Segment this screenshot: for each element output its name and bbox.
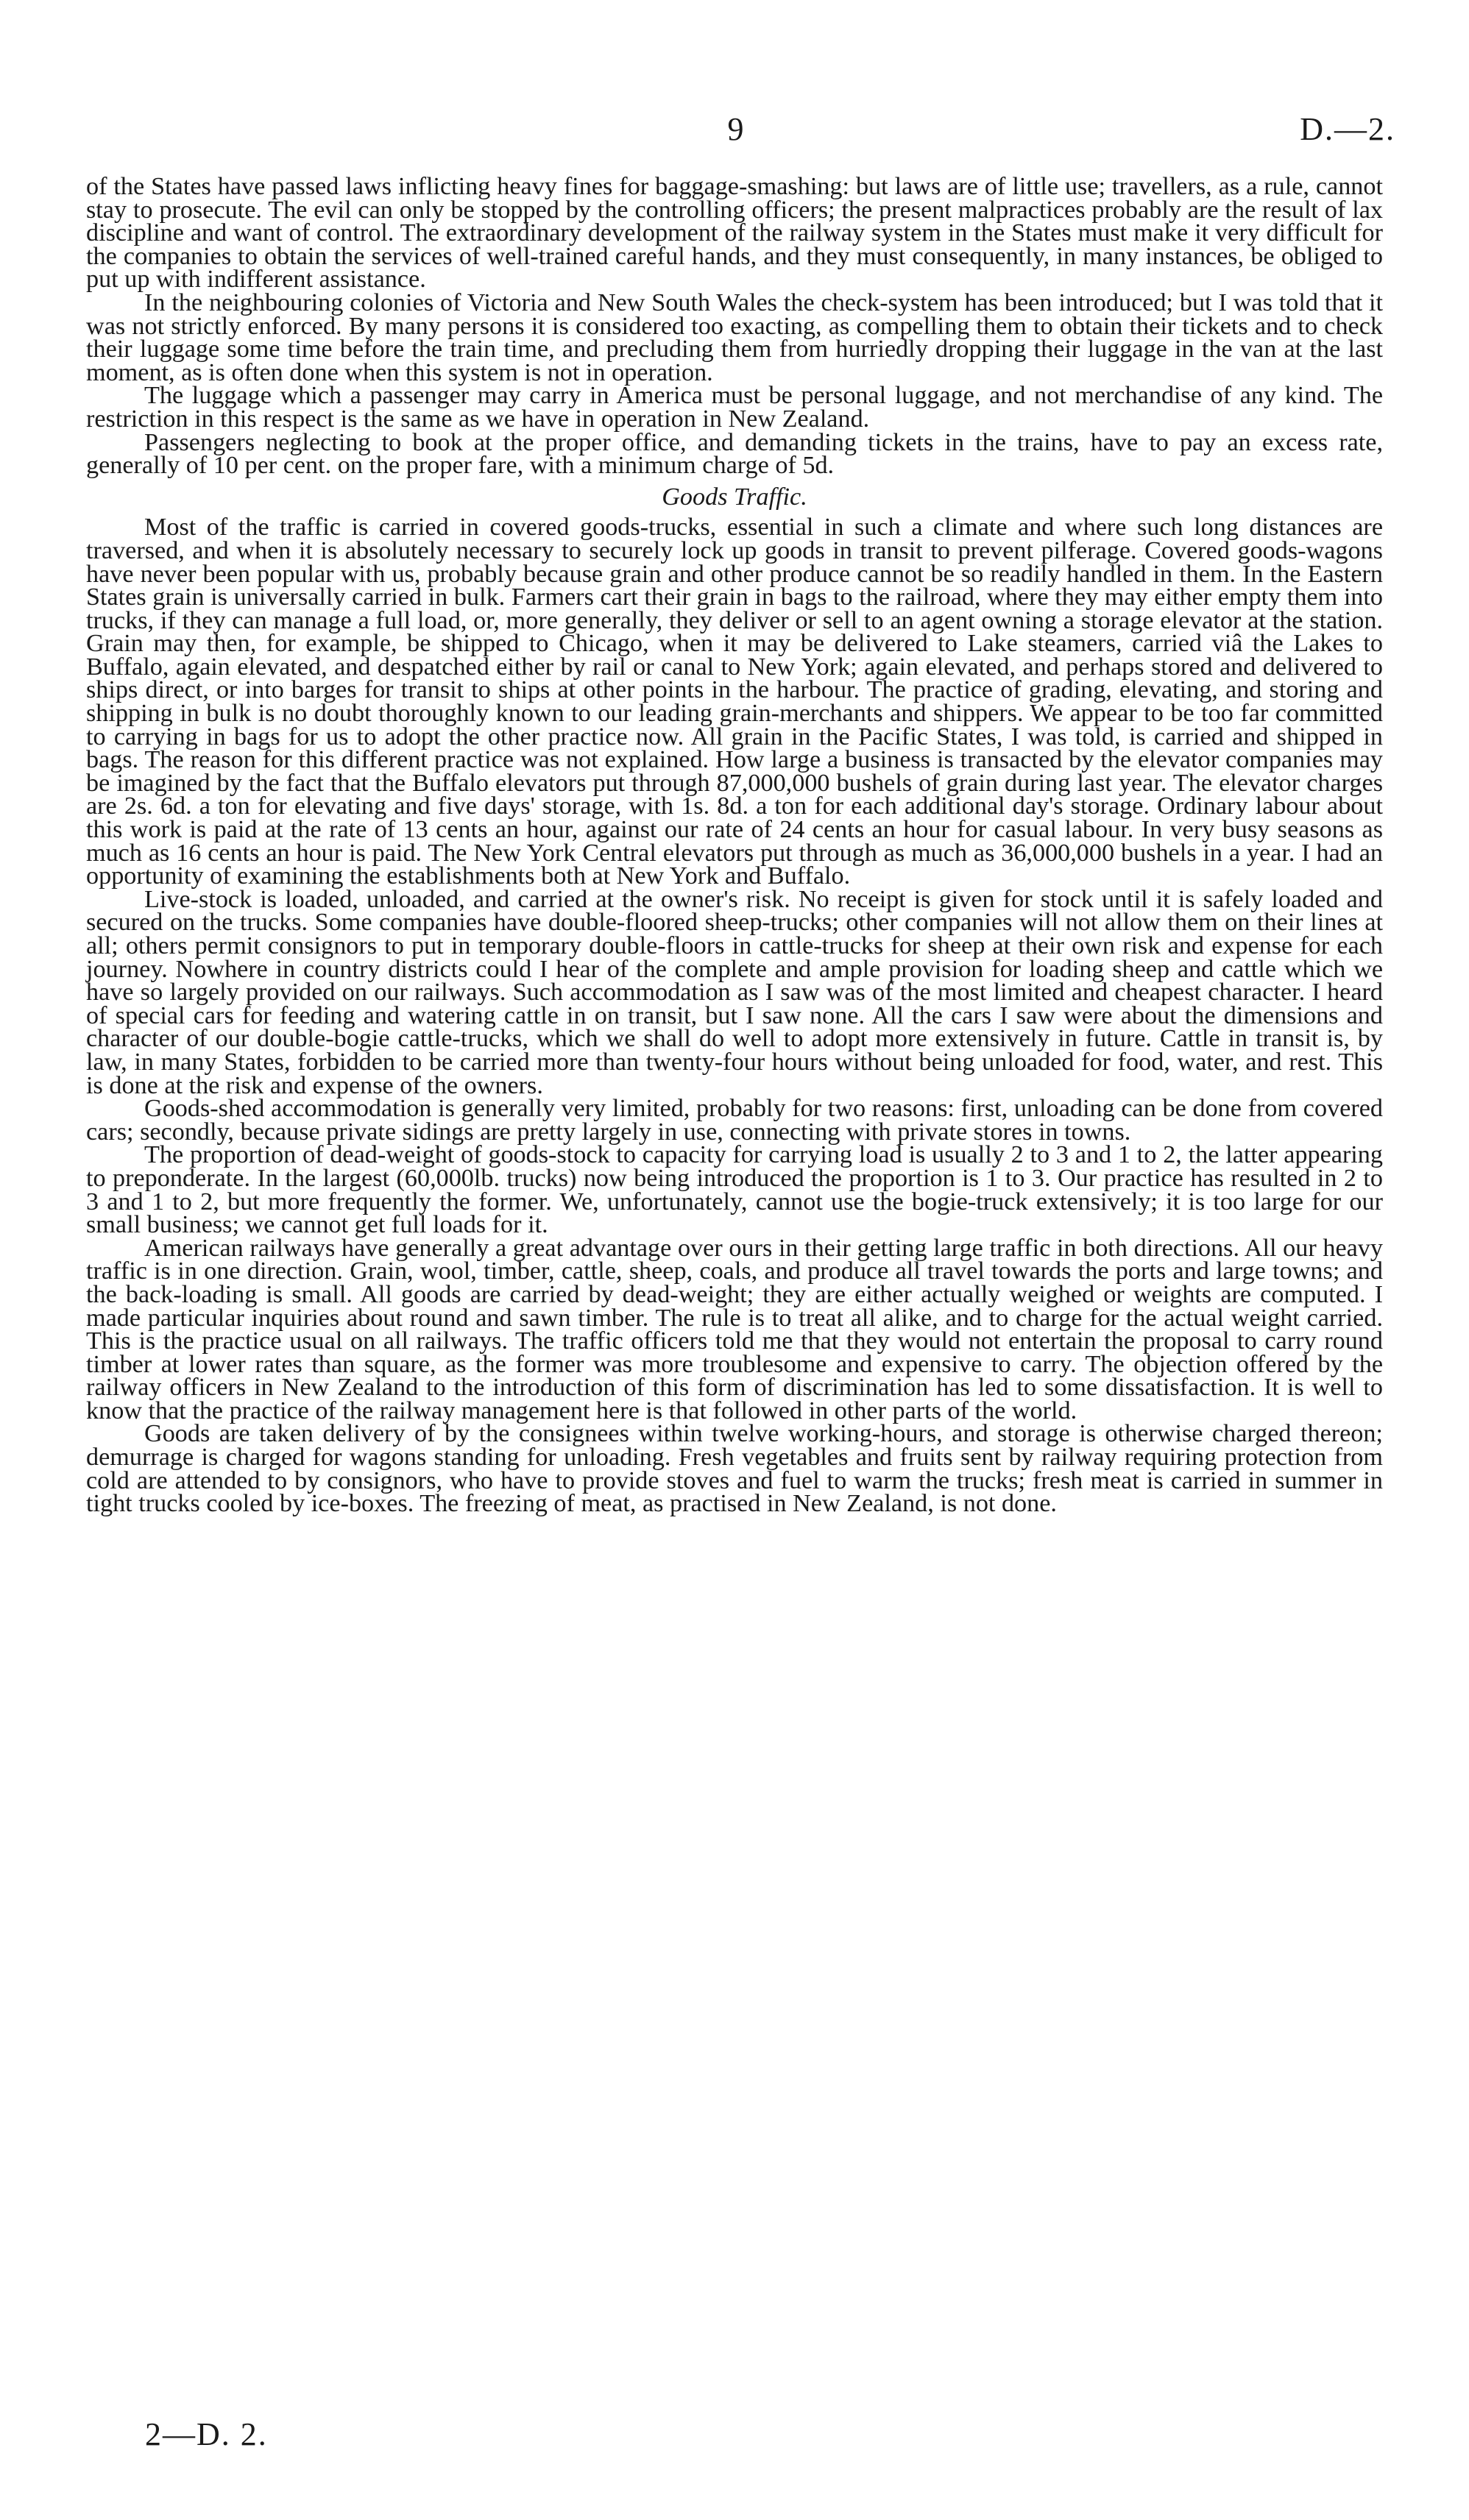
- paragraph-excess-rate: Passengers neglecting to book at the proper office, and demanding tickets in the trains, have to pay an excess rate, generally of 10 per cent. on the proper fare, with a minimum charge of 5d.: [86, 428, 1383, 480]
- signature-mark: 2—D. 2.: [145, 2416, 268, 2452]
- paragraph-check-system: In the neighbouring colonies of Victoria and New South Wales the check-system has been introduced; but I was told that it was not strictly enforced. By many persons it is considered too exacting, as compelling them to obtain their tickets and to check their luggage some time before the train time, and precluding them from hurriedly dropping their luggage in the van at the last moment, as is often done when this system is not in operation.: [86, 288, 1383, 386]
- paragraph-dead-weight: The proportion of dead-weight of goods-stock to capacity for carrying load is usually 2 to 3 and 1 to 2, the latter appearing to preponderate. In the largest (60,000lb. trucks) now being introduced the proportion is 1 to 3. Our practice has resulted in 2 to 3 and 1 to 2, but more frequently the former. We, unfortunately, cannot use the bogie-truck extensively; it is too large for our small business; we cannot get full loads for it.: [86, 1141, 1383, 1239]
- page-number: 9: [727, 111, 745, 147]
- paragraph-covered-trucks: Most of the traffic is carried in covered goods-trucks, essential in such a climate and where such long distances are traversed, and when it is absolutely necessary to securely lock up goods in transit to prevent pilferage. Covered goods-wagons have never been popular with us, probably because grain and other produce cannot be so readily handled in them. In the Eastern States grain is universally carried in bulk. Farmers cart their grain in bags to the railroad, where they may either empty them into trucks, if they can manage a full load, or, more generally, they deliver or sell to an agent owning a storage elevator at the station. Grain may then, for example, be shipped to Chicago, when it may be delivered to Lake steamers, carried viâ the Lakes to Buffalo, again elevated, and despatched either by rail or canal to New York; again elevated, and perhaps stored and delivered to ships direct, or into barges for transit to ships at other points in the harbour. The practice of grading, elevating, and storing and shipping in bulk is no doubt thoroughly known to our leading grain-merchants and shippers. We appear to be too far committed to carrying in bags for us to adopt the other practice now. All grain in the Pacific States, I was told, is carried and shipped in bags. The reason for this different practice was not explained. How large a business is transacted by the elevator companies may be imagined by the fact that the Buffalo elevators put through 87,000,000 bushels of grain during last year. The elevator charges are 2s. 6d. a ton for elevating and five days' storage, with 1s. 8d. a ton for each additional day's storage. Ordinary labour about this work is paid at the rate of 13 cents an hour, against our rate of 24 cents an hour for casual labour. In very busy seasons as much as 16 cents an hour is paid. The New York Central elevators put through as much as 36,000,000 bushels in a year. I had an opportunity of examining the establishments both at New York and Buffalo.: [86, 514, 1383, 890]
- document-reference: D.—2.: [1300, 111, 1395, 147]
- body-text: [86, 175, 1383, 1516]
- paragraph-goods-shed: Goods-shed accommodation is generally very limited, probably for two reasons: first, unloading can be done from covered cars; secondly, because private sidings are pretty largely in use, connecting with private stores in towns.: [86, 1095, 1383, 1146]
- paragraph-delivery: Goods are taken delivery of by the consignees within twelve working-hours, and storage is otherwise charged thereon; demurrage is charged for wagons standing for unloading. Fresh vegetables and fruits sent by railway requiring protection from cold are attended to by consignors, who have to provide stoves and fuel to warm the trucks; fresh meat is carried in summer in tight trucks cooled by ice-boxes. The freezing of meat, as practised in New Zealand, is not done.: [86, 1420, 1383, 1518]
- section-heading-goods-traffic: Goods Traffic.: [662, 483, 807, 511]
- paragraph-continuation: of the States have passed laws inflicting heavy fines for baggage-smashing: but laws are of little use; travellers, as a rule, cannot stay to prosecute. The evil can only be stopped by the controlling officers; the present malpractices probably are the result of lax discipline and want of control. The extraordinary development of the railway system in the States must make it very difficult for the companies to obtain the services of well-trained careful hands, and they must consequently, in many instances, be obliged to put up with indifferent assistance.: [86, 173, 1383, 294]
- paragraph-personal-luggage: The luggage which a passenger may carry in America must be personal luggage, and not merchandise of any kind. The restriction in this respect is the same as we have in operation in New Zealand.: [86, 382, 1383, 433]
- paragraph-live-stock: Live-stock is loaded, unloaded, and carried at the owner's risk. No receipt is given for stock until it is safely loaded and secured on the trucks. Some companies have double-floored sheep-trucks; other companies will not allow them on their lines at all; others permit consignors to put in temporary double-floors in cattle-trucks for sheep at their own risk and expense for each journey. Nowhere in country districts could I hear of the complete and ample provision for loading sheep and cattle which we have so largely provided on our railways. Such accommodation as I saw was of the most limited and cheapest character. I heard of special cars for feeding and watering cattle in on transit, but I saw none. All the cars I saw were about the dimensions and character of our double-bogie cattle-trucks, which we shall do well to adopt more extensively in future. Cattle in transit is, by law, in many States, forbidden to be carried more than twenty-four hours without being unloaded for food, water, and rest. This is done at the risk and expense of the owners.: [86, 885, 1383, 1099]
- paragraph-traffic-directions: American railways have generally a great advantage over ours in their getting large traffic in both directions. All our heavy traffic is in one direction. Grain, wool, timber, cattle, sheep, coals, and produce all travel towards the ports and large towns; and the back-loading is small. All goods are carried by dead-weight; they are either actually weighed or weights are computed. I made particular inquiries about round and sawn timber. The rule is to treat all alike, and to charge for the actual weight carried. This is the practice usual on all railways. The traffic officers told me that they would not entertain the proposal to carry round timber at lower rates than square, as the former was more troublesome and expensive to carry. The objection offered by the railway officers in New Zealand to the introduction of this form of discrimination has led to some dissatisfaction. It is well to know that the practice of the railway management here is that followed in other parts of the world.: [86, 1234, 1383, 1424]
